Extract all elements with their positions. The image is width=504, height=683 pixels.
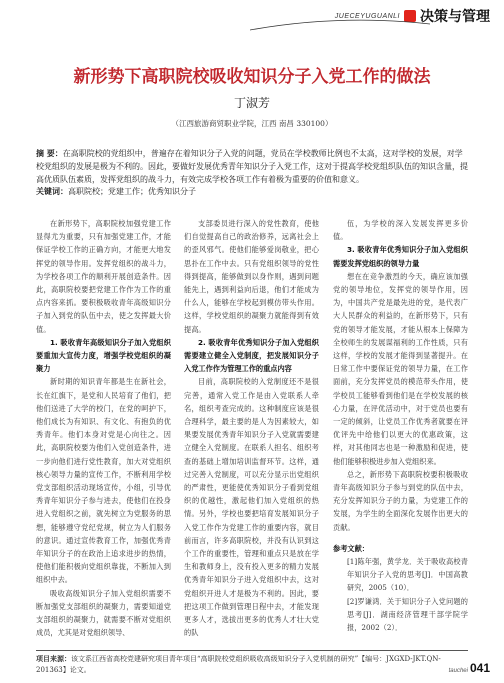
abstract bbox=[36, 147, 470, 186]
footnote-divider bbox=[36, 650, 468, 651]
keywords-text: 高职院校；党建工作；优秀知识分子 bbox=[68, 187, 196, 196]
journal-name-en: JUECEYUGUANLI bbox=[334, 12, 400, 20]
column-2 bbox=[184, 217, 319, 640]
journal-name-cn: 决策与管理 bbox=[420, 9, 490, 25]
abstract-label: 摘 要： bbox=[36, 149, 63, 158]
footnote bbox=[36, 654, 468, 676]
paragraph: 在新形势下，高职院校加强党建工作显得尤为重要，只有加强党建工作，才能保证学校工作的正确方向，才能更大地发挥党的领导作用。发挥党组织的战斗力，为学校各项工作的顺利开展创造条件。因此，高职院校要把党建工作作为工作的重点内容来抓。要积极吸收青年高级知识分子加入到党的队伍中去，使之发挥最大价值。 bbox=[36, 219, 171, 334]
paragraph: 总之，新形势下高职院校要积极吸收青年高级知识分子参与到党的队伍中去，充分发挥知识分子的力量，为党建工作的发展，为学生的全面深化发展作出更大的贡献。 bbox=[333, 469, 468, 532]
references-heading: 参考文献： bbox=[333, 543, 369, 553]
section-heading: 2. 吸收青年优秀知识分子加入党组织需要建立健全入党制度，把发展知识分子入党工作作为管理工作的重点内容 bbox=[184, 337, 319, 374]
section-heading: 1. 吸收青年高级知识分子加入党组织要重加大宣传力度，增强学校党组织的凝聚力 bbox=[36, 337, 171, 374]
paragraph: 新时期的知识青年都是生在新社会，长在红旗下，是党和人民培育了他们，把他们送进了大学的校门，在党的呵护下，他们成长为有知识、有文化、有抱负的优秀青年。他们本身对党是心向往之。因此，高职院校要为他们入党创造条件，进一步向他们进行党性教育，加大对党组织核心领导力量的宣传工作，不断利用学校党支部组织活动现场宣传，小组，引导优秀青年知识分子参与进去，使他们在投身进入党组织之前，就先树立为党服务的思想，能够遵守党纪党规，树立为人们服务的意识。通过宣传教育工作，加强优秀青年知识分子的在政治上追求进步的热情，使他们能积极向党组织靠拢，不断加入到组织中去。 bbox=[36, 377, 171, 585]
author: 丁淑芳 bbox=[233, 96, 270, 110]
column-3 bbox=[333, 217, 468, 634]
footnote-label: 项目来源： bbox=[36, 655, 71, 663]
reference-item: [1]陈年强，黄学龙．关于吸收高校青年知识分子入党的思考[J]．中国高教研究，2005（10）． bbox=[347, 557, 468, 593]
header-swoosh-icon bbox=[250, 18, 430, 32]
keywords bbox=[36, 186, 470, 197]
page-number-value: 041 bbox=[469, 661, 490, 675]
column-1 bbox=[36, 217, 171, 640]
abstract-text: 在高职院校的党组织中，普遍存在着知识分子入党的问题，党员在学校教师比例也不太高，这对学校的发展，对学校党组织的发展是极为不利的。因此，要做好发展优秀青年知识分子入党工作，这对于提高学校党组织队伍的知识含量，提高优质队伍素质，发挥党组织的战斗力，有效完成学校各项工作有着极为重要的价值和意义。 bbox=[36, 149, 468, 184]
section-heading: 3. 吸收青年优秀知识分子加入党组织需要发挥党组织的领导力量 bbox=[333, 245, 468, 268]
paragraph: 目前，高职院校的入党制度还不是很完善，通常入党工作是由入党联系人牵名，组织考查完成的。这种制度应该是很合理科学，最主要的是人为因素较大，如果要发展优秀青年知识分子入党就需要建立健全入党制度。在联系人担名、组织考查的基础上增加培训监督环节。这样，通过完善入党制度，可以充分显示出党组织的严肃性，更能使优秀知识分子看到党组织的优越性，激起他们加入党组织的热情。另外，学校也要把培育发展知识分子入党工作作为党建工作的重要内容，就目前而言，许多高职院校，并没有认识到这个工作的重要性，管理和重点只是放在学生和教师身上，没有投入更多的精力发展优秀青年知识分子进入党组织中去，这对党组织开进人才是极为不利的。因此，要把这项工作做到管理日程中去，才能发现更多人才，选拔出更多的优秀人才壮大党的队 bbox=[184, 377, 319, 638]
paragraph: 想在在竞争激烈的今天，确应该加强党的领导地位，发挥党的领导作用，因为，中国共产党是最先进的党，是代表广大人民群众的利益的，在新形势下，只有党的领导才能发展，才能从根本上保障为全校师生的发展谋福利的工作性质，只有这样，学校的发展才能得到显著提升。在日常工作中要保证党的领导力量，在工作面前，充分发挥党员的模范带头作用，使学校员工能够看到他们是在学校发展的核心力量，在评优活动中，对于党员也要有一定的倾斜，让党员工作优秀者就要在评优评先中给他们以更大的优惠政策，这样，对其他同志也是一种激励和促进，使他们能够积极进步加入党组织来。 bbox=[333, 271, 468, 466]
paragraph: 吸收高级知识分子加入党组织需要不断加强党支部组织的凝聚力，需要知道党支部组织的凝聚力，就需要不断对党组织成员，尤其是对党组织领导、 bbox=[36, 588, 171, 638]
footnote-text: 该文系江西省高校党建研究项目青年项目“高职院校党组织吸收高级知识分子入党机制的研究”【编号：JXGXD-JKT.QN-201363】论文。 bbox=[36, 655, 441, 674]
paragraph: 伍，为学校的深入发展发挥更多价值。 bbox=[333, 219, 468, 242]
article-title: 新形势下高职院校吸收知识分子入党工作的做法 bbox=[73, 67, 431, 87]
affiliation: （江西旅游商贸职业学院，江西 南昌 330100） bbox=[171, 119, 333, 128]
reference-item: [2]罗谦鸿．关于知识分子入党问题的思考[J]．湖南经济管理干部学院学报，2002（2）． bbox=[347, 596, 468, 633]
keywords-label: 关键词： bbox=[36, 186, 68, 196]
page-number bbox=[449, 661, 490, 675]
paragraph: 支部委员进行深入的党性教育，使他们自觉提高自己的政治修养，远离社会上的歪风邪气。使他们能够爱岗敬业，把心思扑在工作中去。只有党组织领导的党性得到提高，能够做到以身作则，遇到问题能先上，遇到利益向后退，他们才能成为什么人，能够在学校起到模仿带头作用。这样，学校党组织的凝聚力就能得到有效提高。 bbox=[184, 219, 319, 334]
page-prefix: tauchei bbox=[448, 668, 468, 674]
